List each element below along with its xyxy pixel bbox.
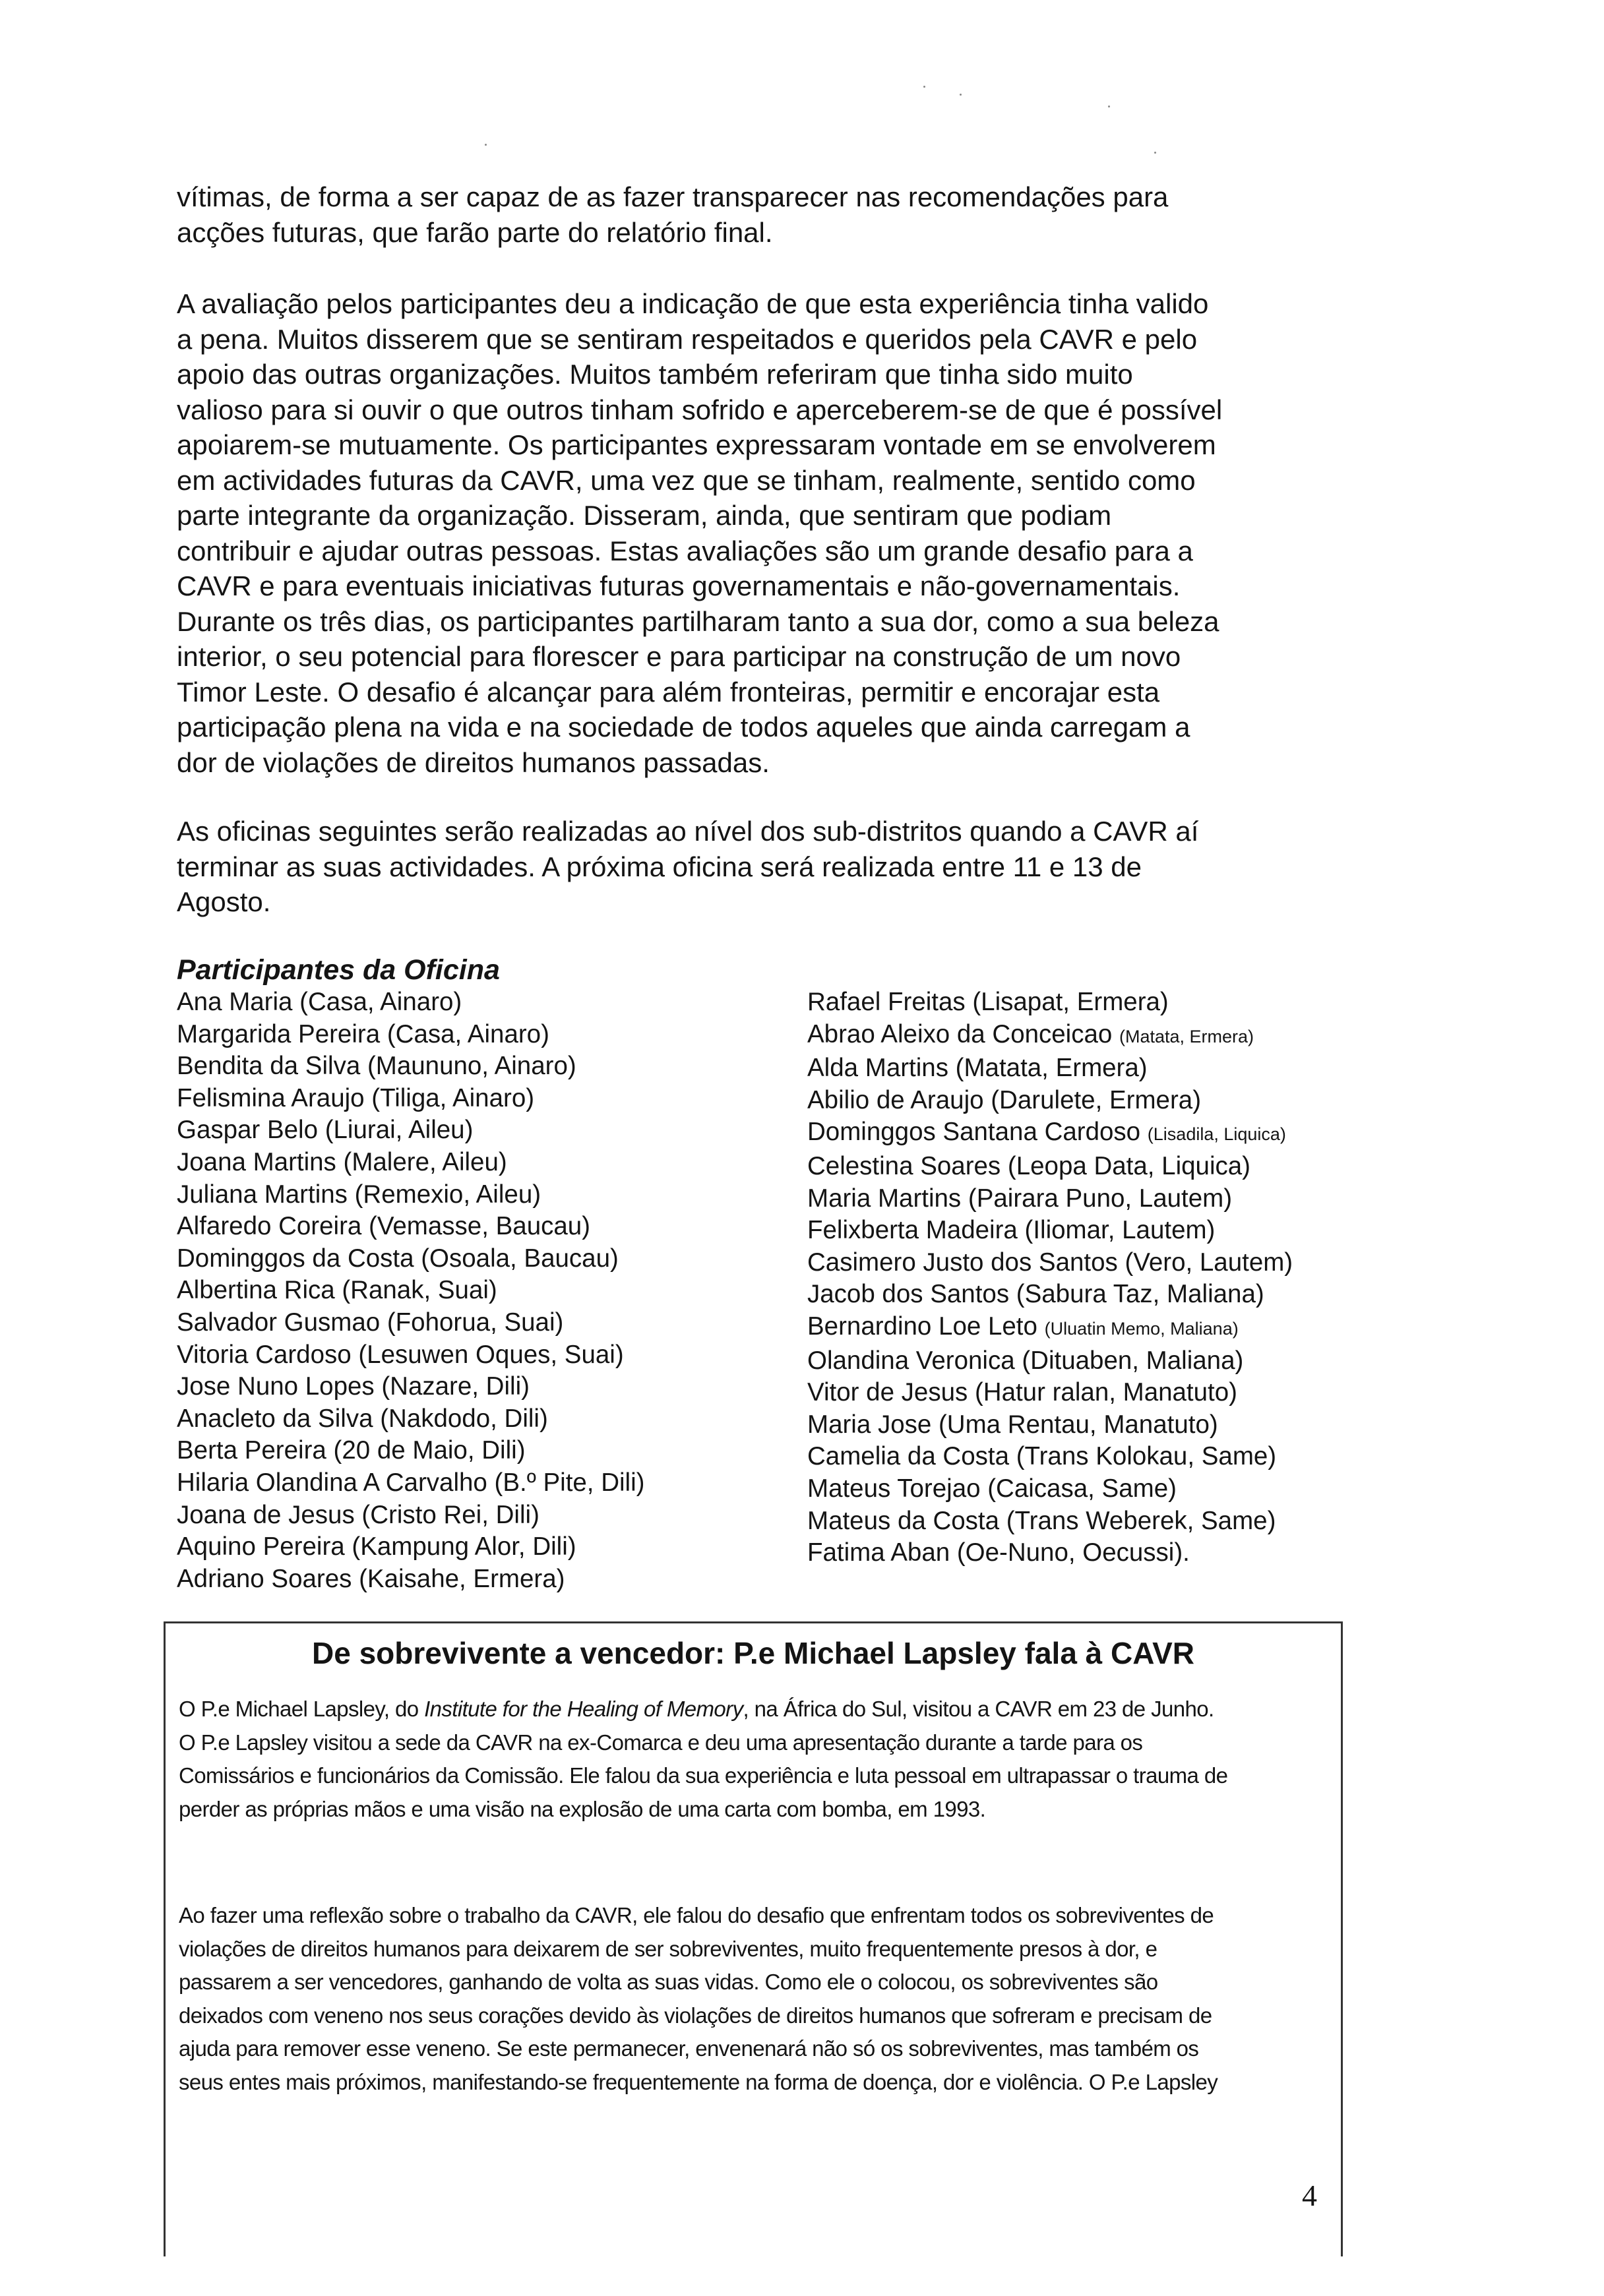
participant-name: Maria Jose (Uma Rentau, Manatuto) (807, 1410, 1218, 1439)
participant-item (807, 1409, 1293, 1441)
text-line: Timor Leste. O desafio é alcançar para além fronteiras, permitir e encorajar esta (177, 676, 1160, 708)
participant-item (807, 1279, 1293, 1311)
participant-item (177, 1179, 645, 1211)
participant-name: Fatima Aban (Oe-Nuno, Oecussi). (807, 1538, 1190, 1567)
participant-name: Joana de Jesus (Cristo Rei, Dili) (177, 1500, 540, 1529)
text-line: parte integrante da organização. Disseram, ainda, que sentiram que podiam (177, 500, 1112, 531)
participant-name: Mateus da Costa (Trans Weberek, Same) (807, 1506, 1276, 1535)
participant-name: Salvador Gusmao (Fohorua, Suai) (177, 1308, 564, 1337)
participant-item (807, 1052, 1293, 1085)
participant-item (177, 1467, 645, 1499)
text-line: Ao fazer uma reflexão sobre o trabalho da CAVR, ele falou do desafio que enfrentam todos os sobreviventes de (179, 1903, 1214, 1927)
participant-place: (Lisadila, Liquica) (1147, 1124, 1286, 1145)
participant-item (807, 1441, 1293, 1473)
participant-name: Dominggos da Costa (Osoala, Baucau) (177, 1244, 619, 1273)
participant-item (177, 1275, 645, 1307)
participant-item (807, 1345, 1293, 1377)
participants-list-right (807, 986, 1293, 1569)
participant-name: Dominggos Santana Cardoso (807, 1118, 1148, 1147)
participant-item (807, 1537, 1293, 1569)
participant-place: (Uluatin Memo, Maliana) (1044, 1318, 1239, 1339)
participant-name: Aquino Pereira (Kampung Alor, Dili) (177, 1532, 576, 1561)
participant-name: Alfaredo Coreira (Vemasse, Baucau) (177, 1212, 590, 1241)
participant-name: Celestina Soares (Leopa Data, Liquica) (807, 1151, 1251, 1180)
participant-item (177, 1371, 645, 1403)
participant-item (177, 1114, 645, 1147)
participant-name: Olandina Veronica (Dituaben, Maliana) (807, 1346, 1244, 1375)
participant-item (177, 1403, 645, 1435)
text-line: passarem a ser vencedores, ganhando de volta as suas vidas. Como ele o colocou, os sobreviventes são (179, 1970, 1158, 1994)
participant-item (807, 1215, 1293, 1247)
participant-item (177, 1435, 645, 1467)
text-fragment: , na África do Sul, visitou a CAVR em 23 de Junho. (743, 1697, 1214, 1721)
text-line: ajuda para remover esse veneno. Se este permanecer, envenenará não só os sobreviventes, mas também os (179, 2036, 1199, 2061)
participant-item (807, 1183, 1293, 1215)
participant-item (807, 1116, 1293, 1151)
participant-name: Casimero Justo dos Santos (Vero, Lautem) (807, 1248, 1293, 1277)
participant-item (177, 1050, 645, 1083)
participant-item (807, 1085, 1293, 1117)
text-line: participação plena na vida e na sociedade de todos aqueles que ainda carregam a (177, 711, 1190, 742)
text-fragment: O P.e Michael Lapsley, do (179, 1697, 425, 1721)
participant-name: Margarida Pereira (Casa, Ainaro) (177, 1019, 549, 1048)
participant-item (177, 1563, 645, 1596)
participant-name: Abilio de Araujo (Darulete, Ermera) (807, 1085, 1202, 1114)
participant-item (177, 1083, 645, 1115)
participant-item (177, 1019, 645, 1051)
box-paragraph-1 (179, 1693, 1326, 1826)
text-line: As oficinas seguintes serão realizadas ao nível dos sub-distritos quando a CAVR aí (177, 816, 1199, 847)
text-line: terminar as suas actividades. A próxima oficina será realizada entre 11 e 13 de (177, 851, 1142, 882)
intro-paragraph (177, 179, 1357, 250)
text-line: a pena. Muitos disserem que se sentiram respeitados e queridos pela CAVR e pelo (177, 323, 1198, 355)
text-line: violações de direitos humanos para deixarem de ser sobreviventes, muito frequentemente presos à dor, e (179, 1936, 1157, 1961)
text-line: em actividades futuras da CAVR, uma vez que se tinham, realmente, sentido como (177, 464, 1196, 496)
text-line: Agosto. (177, 886, 271, 917)
participant-item (807, 1473, 1293, 1505)
participant-place: (Matata, Ermera) (1119, 1026, 1254, 1046)
scan-speck (923, 86, 925, 88)
participant-item (807, 1377, 1293, 1409)
scan-speck (1154, 152, 1156, 154)
participant-item (807, 1311, 1293, 1345)
participant-name: Maria Martins (Pairara Puno, Lautem) (807, 1184, 1233, 1213)
text-line: O P.e Lapsley visitou a sede da CAVR na ex-Comarca e deu uma apresentação durante a tarde para os (179, 1730, 1143, 1755)
participant-name: Felixberta Madeira (Iliomar, Lautem) (807, 1216, 1216, 1245)
participant-item (177, 1147, 645, 1179)
participant-name: Adriano Soares (Kaisahe, Ermera) (177, 1564, 565, 1593)
participant-name: Albertina Rica (Ranak, Suai) (177, 1276, 497, 1305)
text-line: CAVR e para eventuais iniciativas futuras governamentais e não-governamentais. (177, 570, 1181, 601)
participant-item (177, 1531, 645, 1563)
page-number: 4 (1302, 2179, 1317, 2212)
participant-name: Bendita da Silva (Maununo, Ainaro) (177, 1052, 576, 1081)
participants-list-left (177, 986, 645, 1595)
participant-name: Vitor de Jesus (Hatur ralan, Manatuto) (807, 1378, 1237, 1407)
scan-speck (1108, 106, 1110, 107)
participants-heading: Participantes da Oficina (177, 954, 500, 986)
scan-speck (960, 94, 962, 96)
participant-name: Alda Martins (Matata, Ermera) (807, 1054, 1148, 1083)
participant-name: Anacleto da Silva (Nakdodo, Dili) (177, 1404, 548, 1433)
text-line: contribuir e ajudar outras pessoas. Estas avaliações são um grande desafio para a (177, 535, 1193, 566)
participant-name: Gaspar Belo (Liurai, Aileu) (177, 1116, 474, 1145)
participant-name: Ana Maria (Casa, Ainaro) (177, 988, 462, 1016)
text-line: interior, o seu potencial para florescer e para participar na construção de um novo (177, 641, 1181, 672)
text-line: Comissários e funcionários da Comissão. Ele falou da sua experiência e luta pessoal em ultrapassar o trauma de (179, 1763, 1228, 1788)
text-line (179, 1693, 1326, 1726)
text-line: Durante os três dias, os participantes partilharam tanto a sua dor, como a sua beleza (177, 605, 1219, 637)
participant-item (807, 1019, 1293, 1053)
participant-item (807, 986, 1293, 1019)
evaluation-paragraph (177, 286, 1357, 780)
box-bottom-fade (164, 2256, 1343, 2296)
participant-name: Camelia da Costa (Trans Kolokau, Same) (807, 1442, 1277, 1471)
text-line: seus entes mais próximos, manifestando-se frequentemente na forma de doença, dor e violência. O P.e Lapsley (179, 2069, 1218, 2094)
participant-item (177, 1211, 645, 1243)
participant-item (177, 1499, 645, 1532)
text-line: A avaliação pelos participantes deu a indicação de que esta experiência tinha valido (177, 288, 1209, 319)
text-line: valioso para si ouvir o que outros tinham sofrido e aperceberem-se de que é possível (177, 394, 1223, 425)
text-line: dor de violações de direitos humanos passadas. (177, 746, 770, 778)
text-line: vítimas, de forma a ser capaz de as fazer transparecer nas recomendações para (177, 181, 1169, 212)
participant-name: Bernardino Loe Leto (807, 1312, 1045, 1341)
next-workshop-paragraph (177, 814, 1357, 920)
box-title: De sobrevivente a vencedor: P.e Michael Lapsley fala à CAVR (312, 1636, 1194, 1670)
participant-item (177, 986, 645, 1019)
text-line: acções futuras, que farão parte do relatório final. (177, 216, 773, 248)
participant-name: Mateus Torejao (Caicasa, Same) (807, 1474, 1177, 1503)
text-line: perder as próprias mãos e uma visão na explosão de uma carta com bomba, em 1993. (179, 1796, 986, 1821)
text-line: apoiarem-se mutuamente. Os participantes expressaram vontade em se envolverem (177, 429, 1216, 460)
text-line: deixados com veneno nos seus corações devido às violações de direitos humanos que sofreram e precisam de (179, 2003, 1212, 2028)
lapsley-article-box (164, 1621, 1343, 2283)
participant-name: Jacob dos Santos (Sabura Taz, Maliana) (807, 1280, 1264, 1309)
participant-name: Vitoria Cardoso (Lesuwen Oques, Suai) (177, 1340, 624, 1369)
box-paragraph-2 (179, 1899, 1326, 2099)
participant-item (177, 1243, 645, 1275)
participant-name: Abrao Aleixo da Conceicao (807, 1019, 1119, 1048)
participant-name: Rafael Freitas (Lisapat, Ermera) (807, 988, 1169, 1016)
participant-item (177, 1307, 645, 1339)
participant-name: Berta Pereira (20 de Maio, Dili) (177, 1436, 526, 1465)
participant-item (807, 1247, 1293, 1279)
participant-item (807, 1151, 1293, 1183)
text-line: apoio das outras organizações. Muitos também referiram que tinha sido muito (177, 359, 1133, 390)
participant-name: Joana Martins (Malere, Aileu) (177, 1147, 507, 1176)
participant-name: Hilaria Olandina A Carvalho (B.º Pite, Dili) (177, 1468, 645, 1497)
scan-speck (485, 144, 487, 146)
participant-item (177, 1339, 645, 1372)
institute-name: Institute for the Healing of Memory (424, 1697, 743, 1721)
participant-name: Felismina Araujo (Tiliga, Ainaro) (177, 1083, 535, 1112)
participant-item (807, 1505, 1293, 1538)
participant-name: Juliana Martins (Remexio, Aileu) (177, 1180, 541, 1209)
participant-name: Jose Nuno Lopes (Nazare, Dili) (177, 1372, 530, 1401)
